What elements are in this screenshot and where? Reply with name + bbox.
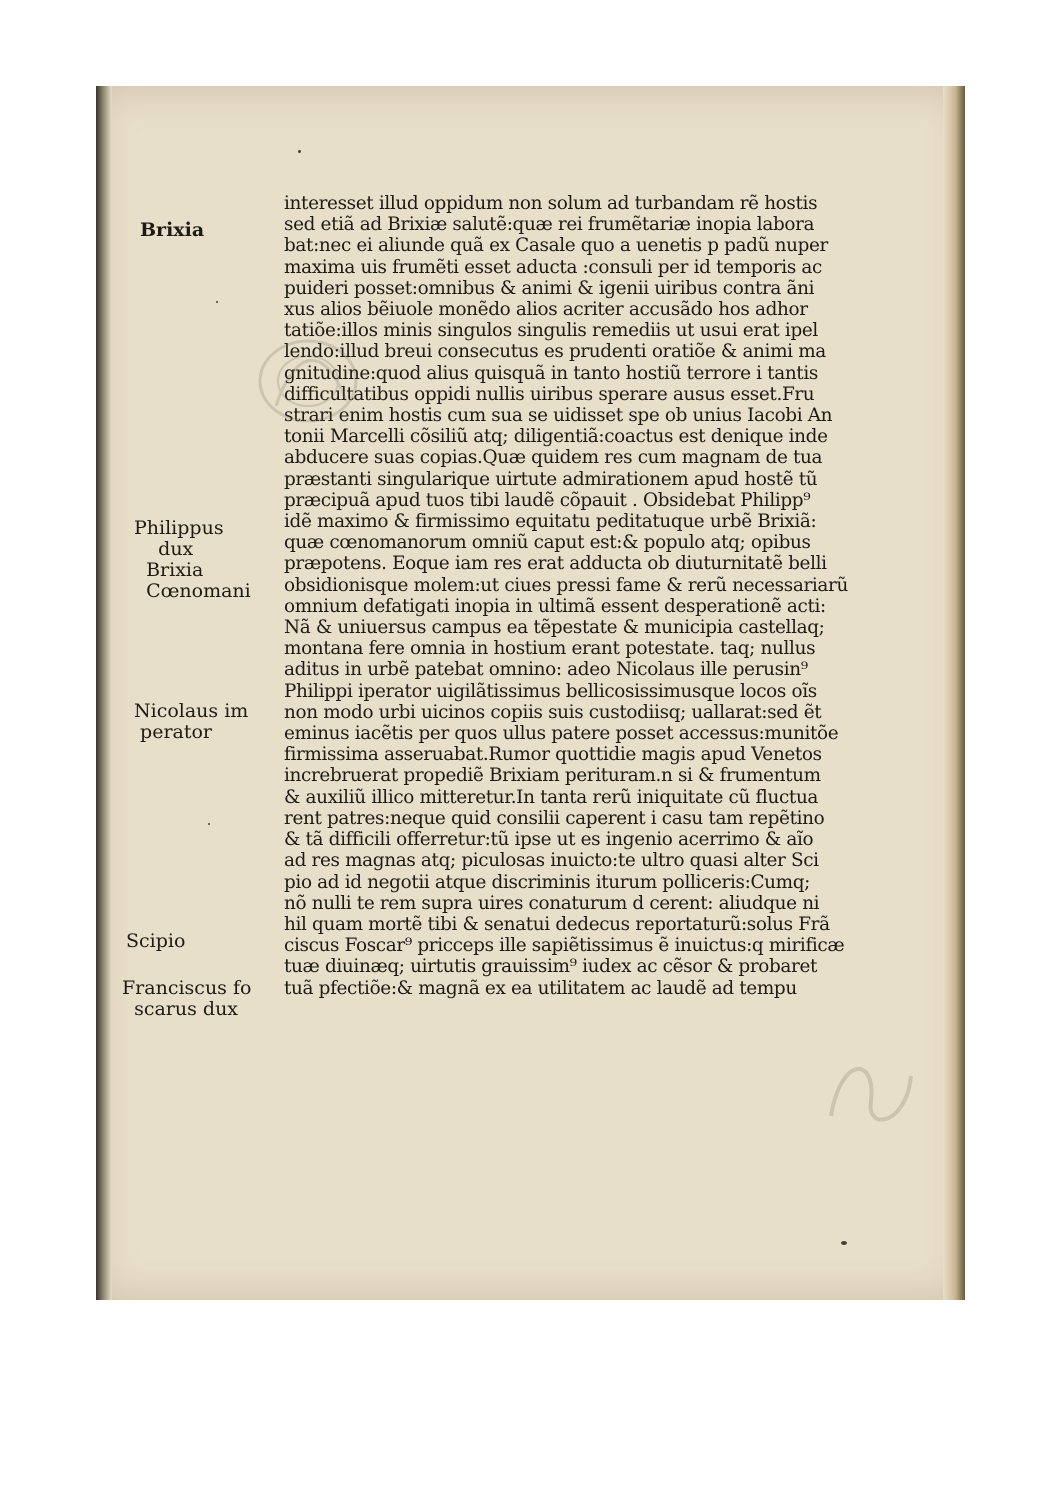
- ink-speck: [208, 823, 210, 825]
- text-line: præcipuã apud tuos tibi laudẽ cõpauit . Obsidebat Philipp⁹: [284, 489, 811, 511]
- text-line: & tã difficili offerretur:tũ ipse ut es ingenio acerrimo & aĩo: [284, 829, 814, 851]
- text-line: Nã & uniuersus campus ea tẽpestate & municipia castellaq;: [284, 617, 825, 639]
- margin-note-philippus: Philippus dux Brixia Cœnomani: [134, 517, 251, 602]
- text-line: tatiõe:illos minis singulos singulis remediis ut usui erat ipel: [284, 320, 818, 342]
- text-line: interesset illud oppidum non solum ad turbandam rẽ hostis: [284, 193, 818, 214]
- text-line: puideri posset:omnibus & animi & igenii uiribus contra ãni: [284, 277, 815, 299]
- library-stamp-watermark: [246, 326, 376, 436]
- text-line: Philippi iperator uigilãtissimus bellicosissimusque locos oĩs: [284, 680, 817, 702]
- text-line: montana fere omnia in hostium erant potestate. taq; nullus: [284, 638, 816, 660]
- margin-note-nicolaus: Nicolaus im perator: [134, 700, 249, 743]
- text-line: præstanti singularique uirtute admirationem apud hostẽ tũ: [284, 468, 818, 490]
- text-line: eminus iacẽtis per quos ullus patere posset accessus:munitõe: [284, 723, 839, 745]
- margin-note-brixia: Brixia: [140, 219, 205, 241]
- text-line: omnium defatigati inopia in ultimã essent desperationẽ acti:: [284, 595, 826, 617]
- text-line: nõ nulli te rem supra uires conaturum d cerent: aliudque ni: [284, 892, 820, 914]
- text-line: idẽ maximo & firmissimo equitatu peditatuque urbẽ Brixiã:: [284, 511, 817, 533]
- ink-speck: [841, 1241, 847, 1245]
- text-line: abducere suas copias.Quæ quidem res cum magnam de tua: [284, 447, 823, 469]
- margin-note-franciscus: Franciscus fo scarus dux: [122, 977, 252, 1020]
- margin-note-scipio: Scipio: [126, 930, 186, 952]
- text-line: obsidionisque molem:ut ciues pressi fame & rerũ necessariarũ: [284, 574, 848, 596]
- text-line: maxima uis frumẽti esset aducta :consuli per id temporis ac: [284, 256, 822, 278]
- text-line: ad res magnas atq; piculosas inuicto:te ultro quasi alter Sci: [284, 850, 819, 872]
- text-line: pio ad id negotii atque discriminis iturum polliceris:Cumq;: [284, 871, 811, 893]
- text-line: gnitudine:quod alius quisquã in tanto hostiũ terrore i tantis: [284, 362, 818, 384]
- body-text: [284, 193, 884, 999]
- text-line: firmissima asseruabat.Rumor quottidie magis apud Venetos: [284, 744, 822, 766]
- text-line: tuæ diuinæq; uirtutis grauissim⁹ iudex ac cẽsor & probaret: [284, 956, 818, 978]
- text-line: difficultatibus oppidi nullis uiribus sperare ausus esset.Fru: [284, 383, 815, 405]
- text-line: strari enim hostis cum sua se uidisset spe ob unius Iacobi An: [284, 405, 833, 427]
- text-line: increbruerat propediẽ Brixiam perituram.n si & frumentum: [284, 765, 821, 787]
- manuscript-page: [96, 86, 965, 1300]
- text-line: præpotens. Eoque iam res erat adducta ob diuturnitatẽ belli: [284, 553, 827, 575]
- text-line: tonii Marcelli cõsiliũ atq; diligentiã:coactus est denique inde: [284, 426, 828, 448]
- ink-speck: [216, 301, 218, 303]
- text-line: & auxiliũ illico mitteretur.In tanta rerũ iniquitate cũ fluctua: [284, 786, 819, 808]
- text-line: lendo:illud breui consecutus es prudenti oratiõe & animi ma: [284, 341, 826, 363]
- text-line: sed etiã ad Brixiæ salutẽ:quæ rei frumẽtariæ inopia labora: [284, 214, 815, 236]
- text-line: xus alios bẽiuole monẽdo alios acriter accusãdo hos adhor: [284, 299, 808, 321]
- text-line: hil quam mortẽ tibi & senatui dedecus reportaturũ:solus Frã: [284, 913, 830, 935]
- text-line: aditus in urbẽ patebat omnino: adeo Nicolaus ille perusin⁹: [284, 659, 808, 681]
- library-stamp-watermark: [816, 1046, 926, 1136]
- text-line: bat:nec ei aliunde quã ex Casale quo a uenetis p padũ nuper: [284, 235, 828, 257]
- text-line: ciscus Foscar⁹ pricceps ille sapiẽtissimus ẽ inuictus:q mirificæ: [284, 935, 845, 957]
- text-line: non modo urbi uicinos copiis suis custodiisq; uallarat:sed ẽt: [284, 701, 822, 723]
- text-line: rent patres:neque quid consilii caperent i casu tam repẽtino: [284, 807, 825, 829]
- text-line: quæ cœnomanorum omniũ caput est:& populo atq; opibus: [284, 532, 811, 554]
- text-line: tuã pfectiõe:& magnã ex ea utilitatem ac laudẽ ad tempu: [284, 977, 797, 999]
- ink-speck: [298, 150, 301, 153]
